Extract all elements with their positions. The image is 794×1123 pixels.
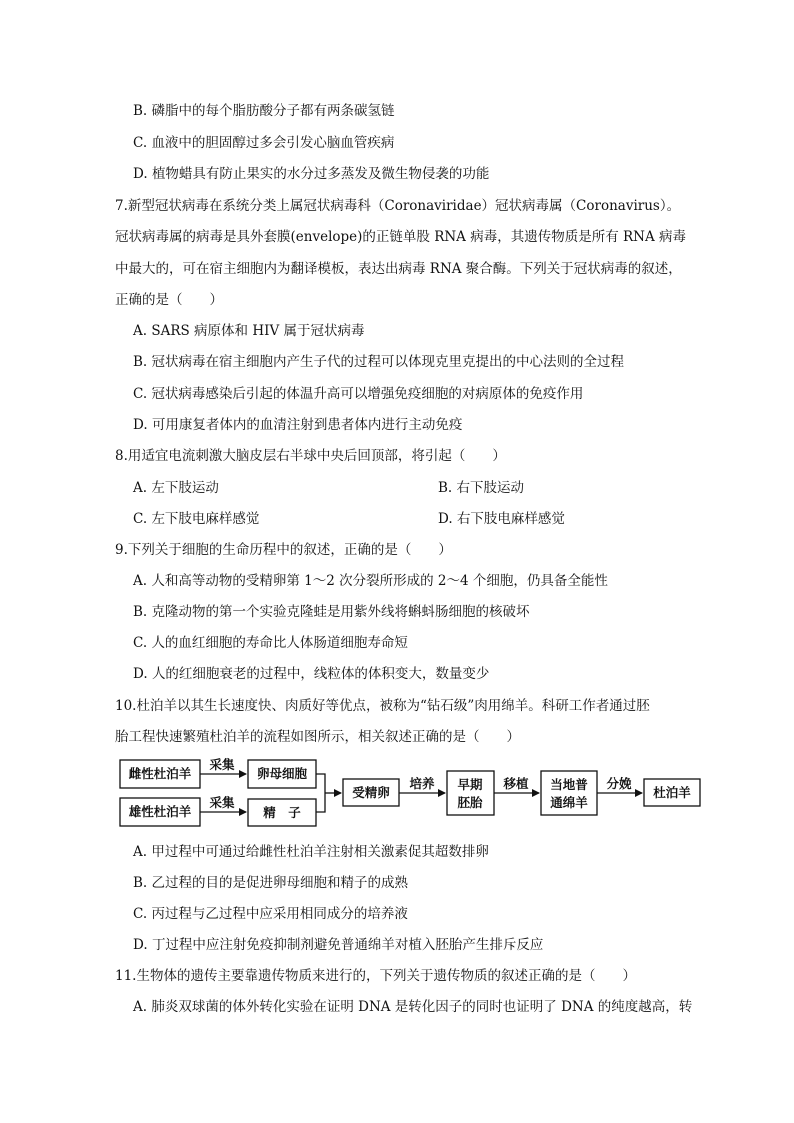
q9-option-a: A. 人和高等动物的受精卵第 1～2 次分裂所形成的 2～4 个细胞，仍具备全能性 — [133, 573, 608, 589]
q10-option-c: C. 丙过程与乙过程中应采用相同成分的培养液 — [133, 906, 408, 922]
oocyte-label: 卵母细胞 — [256, 766, 308, 781]
q8-option-a: A. 左下肢运动 — [133, 480, 219, 496]
local-sheep-label-1: 当地普 — [550, 777, 588, 792]
male-sheep-label: 雄性杜泊羊 — [128, 804, 192, 819]
q9-option-d: D. 人的红细胞衰老的过程中，线粒体的体积变大，数量变少 — [133, 666, 490, 682]
q10-stem-line-2: 胎工程快速繁殖杜泊羊的流程如图所示，相关叙述正确的是（ ） — [115, 729, 520, 745]
q8-option-c: C. 左下肢电麻样感觉 — [133, 511, 260, 527]
option-d: D. 植物蜡具有防止果实的水分过多蒸发及微生物侵袭的功能 — [133, 166, 490, 182]
option-c: C. 血液中的胆固醇过多会引发心脑血管疾病 — [133, 135, 395, 151]
q11-option-a: A. 肺炎双球菌的体外转化实验在证明 DNA 是转化因子的同时也证明了 DNA 的纯度越高，转 — [133, 999, 693, 1015]
q9-stem: 9.下列关于细胞的生命历程中的叙述，正确的是（ ） — [115, 542, 452, 558]
q9-option-b: B. 克隆动物的第一个实验克隆蛙是用紫外线将蝌蚪肠细胞的核破坏 — [133, 604, 530, 620]
collect-label-2: 采集 — [209, 795, 235, 810]
q7-option-b: B. 冠状病毒在宿主细胞内产生子代的过程可以体现克里克提出的中心法则的全过程 — [133, 354, 625, 370]
q11-stem: 11.生物体的遗传主要靠遗传物质来进行的，下列关于遗传物质的叙述正确的是（ ） — [115, 968, 636, 984]
sperm-label: 精 子 — [263, 805, 301, 820]
zygote-label: 受精卵 — [352, 785, 390, 800]
q7-stem-line-1: 7.新型冠状病毒在系统分类上属冠状病毒科（Coronaviridae）冠状病毒属（Coronavirus）。 — [115, 198, 681, 214]
q7-option-c: C. 冠状病毒感染后引起的体温升高可以增强免疫细胞的对病原体的免疫作用 — [133, 386, 584, 402]
q8-option-b: B. 右下肢运动 — [438, 480, 525, 496]
local-sheep-label-2: 通绵羊 — [550, 795, 588, 810]
q10-option-b: B. 乙过程的目的是促进卵母细胞和精子的成熟 — [133, 875, 409, 891]
culture-label: 培养 — [409, 776, 435, 791]
birth-label: 分娩 — [606, 776, 632, 791]
q7-stem-line-2: 冠状病毒属的病毒是具外套膜(envelope)的正链单股 RNA 病毒，其遗传物质是所有 RNA 病毒 — [115, 229, 687, 245]
q7-stem-line-3: 中最大的，可在宿主细胞内为翻译模板，表达出病毒 RNA 聚合酶。下列关于冠状病毒的叙述， — [115, 261, 682, 277]
collect-label-1: 采集 — [209, 757, 235, 772]
q9-option-c: C. 人的血红细胞的寿命比人体肠道细胞寿命短 — [133, 635, 408, 651]
q8-option-d: D. 右下肢电麻样感觉 — [438, 511, 565, 527]
flow-diagram — [115, 756, 705, 828]
embryo-label-2: 胚胎 — [457, 795, 483, 810]
option-b: B. 磷脂中的每个脂肪酸分子都有两条碳氢链 — [133, 103, 395, 119]
q7-stem-line-4: 正确的是（ ） — [115, 292, 223, 308]
q10-option-d: D. 丁过程中应注射免疫抑制剂避免普通绵羊对植入胚胎产生排斥反应 — [133, 937, 544, 953]
q10-stem-line-1: 10.杜泊羊以其生长速度快、肉质好等优点，被称为“钻石级”肉用绵羊。科研工作者通过胚 — [115, 698, 650, 714]
q7-option-a: A. SARS 病原体和 HIV 属于冠状病毒 — [133, 323, 365, 339]
female-sheep-label: 雌性杜泊羊 — [128, 766, 192, 781]
q7-option-d: D. 可用康复者体内的血清注射到患者体内进行主动免疫 — [133, 417, 463, 433]
q10-option-a: A. 甲过程中可通过给雌性杜泊羊注射相关激素促其超数排卵 — [133, 844, 489, 860]
merge-bracket — [316, 774, 325, 812]
embryo-label-1: 早期 — [457, 777, 483, 792]
q8-stem: 8.用适宜电流刺激大脑皮层右半球中央后回顶部，将引起（ ） — [115, 448, 506, 464]
transplant-label: 移植 — [503, 776, 529, 791]
result-label: 杜泊羊 — [653, 785, 691, 800]
